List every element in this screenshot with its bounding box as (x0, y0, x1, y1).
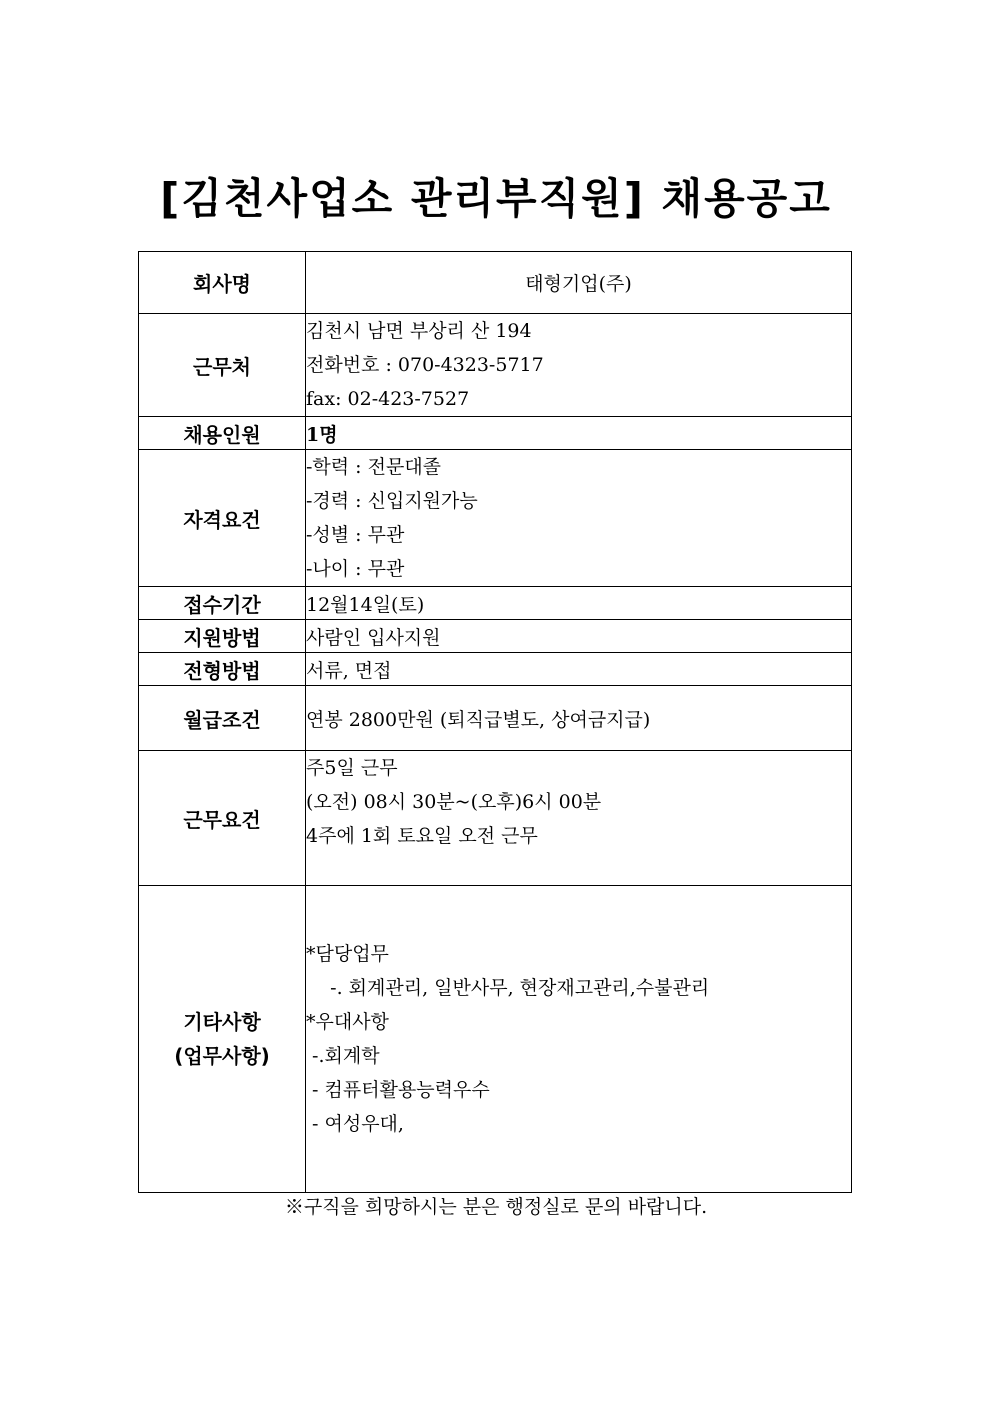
qualification-age: -나이 : 무관 (306, 558, 405, 580)
etc-preference-women: - 여성우대, (306, 1113, 404, 1135)
workplace-address: 김천시 남면 부상리 산 194 (306, 320, 532, 342)
value-company: 태형기업(주) (306, 252, 852, 314)
row-qualification (139, 450, 852, 587)
label-workplace: 근무처 (139, 314, 306, 417)
etc-preference-accounting: -.회계학 (306, 1045, 380, 1067)
row-headcount (139, 417, 852, 450)
label-etc (139, 886, 306, 1193)
etc-preference-computer: - 컴퓨터활용능력우수 (306, 1079, 490, 1101)
qualification-gender: -성별 : 무관 (306, 524, 405, 546)
value-etc (306, 886, 852, 1193)
row-apply-method (139, 620, 852, 653)
row-salary (139, 686, 852, 751)
value-headcount: 1명 (306, 417, 852, 450)
etc-duties-list: -. 회계관리, 일반사무, 현장재고관리,수불관리 (306, 977, 710, 999)
etc-duties-heading: *담당업무 (306, 943, 389, 965)
label-qualification: 자격요건 (139, 450, 306, 587)
label-work-conditions: 근무요건 (139, 751, 306, 886)
label-company: 회사명 (139, 252, 306, 314)
label-salary: 월급조건 (139, 686, 306, 751)
value-workplace (306, 314, 852, 417)
workplace-fax: fax: 02-423-7527 (306, 388, 470, 410)
page-title: [김천사업소 관리부직원] 채용공고 (160, 174, 832, 223)
label-etc-line-1: 기타사항 (183, 1010, 261, 1034)
value-selection: 서류, 면접 (306, 653, 852, 686)
label-selection: 전형방법 (139, 653, 306, 686)
job-posting-table (138, 251, 852, 1193)
work-saturday: 4주에 1회 토요일 오전 근무 (306, 825, 538, 847)
row-workplace (139, 314, 852, 417)
row-work-conditions (139, 751, 852, 886)
label-headcount: 채용인원 (139, 417, 306, 450)
workplace-phone: 전화번호 : 070-4323-5717 (306, 354, 544, 376)
label-etc-line-2: (업무사항) (174, 1044, 270, 1068)
label-period: 접수기간 (139, 587, 306, 620)
value-period: 12월14일(토) (306, 587, 852, 620)
value-salary: 연봉 2800만원 (퇴직급별도, 상여금지급) (306, 686, 852, 751)
value-work-conditions (306, 751, 852, 886)
row-etc (139, 886, 852, 1193)
qualification-experience: -경력 : 신입지원가능 (306, 490, 478, 512)
work-hours: (오전) 08시 30분~(오후)6시 00분 (306, 791, 602, 813)
label-apply-method: 지원방법 (139, 620, 306, 653)
work-days: 주5일 근무 (306, 757, 398, 779)
row-company (139, 252, 852, 314)
etc-preference-heading: *우대사항 (306, 1011, 389, 1033)
row-period (139, 587, 852, 620)
qualification-education: -학력 : 전문대졸 (306, 456, 442, 478)
row-selection (139, 653, 852, 686)
value-qualification (306, 450, 852, 587)
footer-note: ※구직을 희망하시는 분은 행정실로 문의 바랍니다. (284, 1196, 708, 1218)
value-apply-method: 사람인 입사지원 (306, 620, 852, 653)
